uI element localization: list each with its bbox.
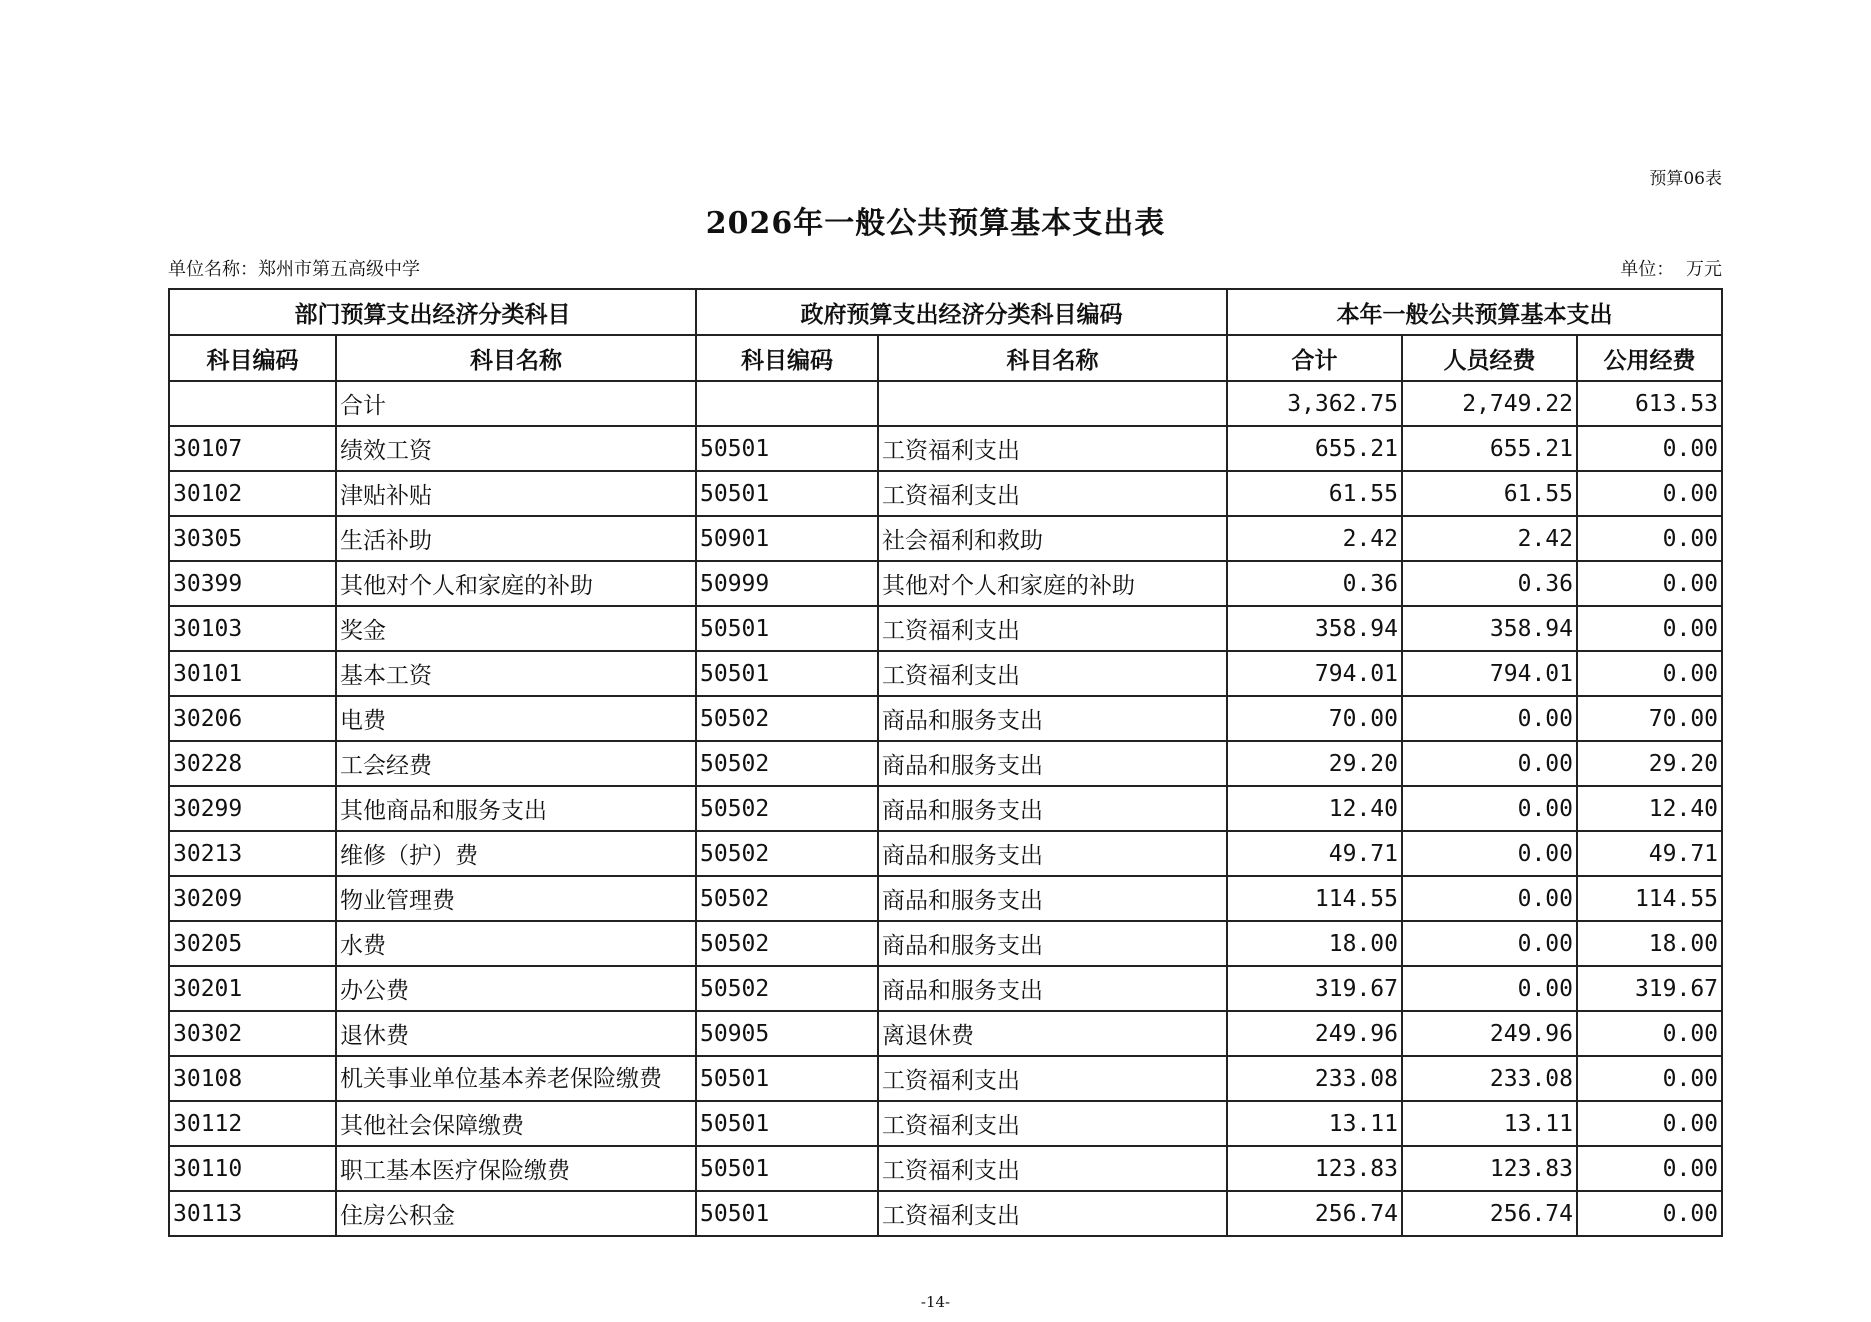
table-row [169, 1146, 1722, 1191]
cell-public: 0.00 [1577, 471, 1722, 516]
cell-personnel: 249.96 [1402, 1011, 1577, 1056]
cell-total: 12.40 [1227, 786, 1402, 831]
cell-dept-name: 住房公积金 [336, 1191, 696, 1236]
cell-dept-code: 30101 [169, 651, 336, 696]
cell-gov-code: 50905 [696, 1011, 878, 1056]
cell-public: 0.00 [1577, 426, 1722, 471]
group-header-basic: 本年一般公共预算基本支出 [1227, 289, 1722, 335]
cell-public: 18.00 [1577, 921, 1722, 966]
table-body [169, 381, 1722, 1236]
cell-gov-code: 50501 [696, 1146, 878, 1191]
cell-personnel: 0.00 [1402, 786, 1577, 831]
cell-total: 61.55 [1227, 471, 1402, 516]
cell-dept-code: 30302 [169, 1011, 336, 1056]
cell-dept-code: 30112 [169, 1101, 336, 1146]
cell-total: 319.67 [1227, 966, 1402, 1011]
cell-public: 29.20 [1577, 741, 1722, 786]
total-row [169, 381, 1722, 426]
cell-personnel: 358.94 [1402, 606, 1577, 651]
cell-public: 0.00 [1577, 1191, 1722, 1236]
cell-dept-code: 30107 [169, 426, 336, 471]
table-row [169, 561, 1722, 606]
cell-total: 13.11 [1227, 1101, 1402, 1146]
column-header-dept-code: 科目编码 [169, 335, 336, 381]
table-row [169, 1056, 1722, 1101]
cell-public: 0.00 [1577, 1146, 1722, 1191]
cell-dept-name: 工会经费 [336, 741, 696, 786]
cell-personnel: 123.83 [1402, 1146, 1577, 1191]
cell-public: 0.00 [1577, 516, 1722, 561]
table-number: 预算06表 [1649, 169, 1722, 189]
cell-personnel: 794.01 [1402, 651, 1577, 696]
total-row-label: 合计 [336, 381, 696, 426]
cell-gov-name: 工资福利支出 [878, 1146, 1227, 1191]
cell-public: 0.00 [1577, 1011, 1722, 1056]
cell-total: 123.83 [1227, 1146, 1402, 1191]
cell-dept-code: 30206 [169, 696, 336, 741]
cell-dept-code: 30205 [169, 921, 336, 966]
cell-gov-code: 50502 [696, 741, 878, 786]
total-row-personnel: 2,749.22 [1402, 381, 1577, 426]
cell-gov-name: 工资福利支出 [878, 1056, 1227, 1101]
cell-total: 249.96 [1227, 1011, 1402, 1056]
cell-public: 70.00 [1577, 696, 1722, 741]
cell-personnel: 233.08 [1402, 1056, 1577, 1101]
table-row [169, 831, 1722, 876]
cell-gov-name: 商品和服务支出 [878, 921, 1227, 966]
table-row [169, 651, 1722, 696]
cell-personnel: 0.00 [1402, 831, 1577, 876]
total-row-gov-code [696, 381, 878, 426]
total-row-public: 613.53 [1577, 381, 1722, 426]
column-header-gov-code: 科目编码 [696, 335, 878, 381]
column-header-dept-name: 科目名称 [336, 335, 696, 381]
cell-dept-name: 办公费 [336, 966, 696, 1011]
cell-gov-code: 50502 [696, 921, 878, 966]
cell-dept-name: 电费 [336, 696, 696, 741]
cell-dept-code: 30110 [169, 1146, 336, 1191]
cell-gov-code: 50502 [696, 696, 878, 741]
cell-total: 655.21 [1227, 426, 1402, 471]
cell-dept-code: 30103 [169, 606, 336, 651]
cell-personnel: 0.00 [1402, 921, 1577, 966]
cell-gov-name: 工资福利支出 [878, 1101, 1227, 1146]
cell-gov-code: 50501 [696, 471, 878, 516]
cell-personnel: 0.00 [1402, 741, 1577, 786]
page-title: 2026年一般公共预算基本支出表 [705, 206, 1166, 241]
group-header-dept: 部门预算支出经济分类科目 [169, 289, 696, 335]
cell-dept-code: 30399 [169, 561, 336, 606]
cell-dept-name: 绩效工资 [336, 426, 696, 471]
table-row [169, 696, 1722, 741]
cell-personnel: 0.00 [1402, 966, 1577, 1011]
cell-total: 18.00 [1227, 921, 1402, 966]
cell-total: 256.74 [1227, 1191, 1402, 1236]
cell-gov-code: 50999 [696, 561, 878, 606]
cell-gov-name: 商品和服务支出 [878, 876, 1227, 921]
cell-public: 0.00 [1577, 651, 1722, 696]
cell-personnel: 13.11 [1402, 1101, 1577, 1146]
cell-dept-name: 维修（护）费 [336, 831, 696, 876]
table-row [169, 1101, 1722, 1146]
cell-dept-code: 30299 [169, 786, 336, 831]
cell-gov-name: 工资福利支出 [878, 471, 1227, 516]
cell-total: 29.20 [1227, 741, 1402, 786]
cell-total: 70.00 [1227, 696, 1402, 741]
currency-unit: 单位： 万元 [1620, 259, 1722, 280]
cell-dept-name: 奖金 [336, 606, 696, 651]
cell-public: 0.00 [1577, 606, 1722, 651]
cell-dept-code: 30201 [169, 966, 336, 1011]
column-header-personnel: 人员经费 [1402, 335, 1577, 381]
cell-dept-code: 30228 [169, 741, 336, 786]
table-row [169, 1191, 1722, 1236]
cell-gov-name: 商品和服务支出 [878, 696, 1227, 741]
cell-gov-code: 50501 [696, 1191, 878, 1236]
total-row-total: 3,362.75 [1227, 381, 1402, 426]
table-row [169, 471, 1722, 516]
cell-gov-code: 50502 [696, 831, 878, 876]
cell-dept-name: 其他对个人和家庭的补助 [336, 561, 696, 606]
cell-personnel: 256.74 [1402, 1191, 1577, 1236]
cell-personnel: 0.00 [1402, 696, 1577, 741]
cell-gov-code: 50502 [696, 786, 878, 831]
table-row [169, 426, 1722, 471]
column-header-total: 合计 [1227, 335, 1402, 381]
cell-personnel: 655.21 [1402, 426, 1577, 471]
budget-table [168, 288, 1723, 1237]
cell-public: 0.00 [1577, 561, 1722, 606]
cell-gov-code: 50502 [696, 876, 878, 921]
column-header-gov-name: 科目名称 [878, 335, 1227, 381]
cell-public: 0.00 [1577, 1056, 1722, 1101]
cell-personnel: 61.55 [1402, 471, 1577, 516]
cell-dept-name: 其他商品和服务支出 [336, 786, 696, 831]
cell-personnel: 0.36 [1402, 561, 1577, 606]
cell-dept-name: 物业管理费 [336, 876, 696, 921]
cell-dept-name: 机关事业单位基本养老保险缴费 [336, 1056, 696, 1101]
cell-gov-name: 工资福利支出 [878, 606, 1227, 651]
cell-gov-name: 工资福利支出 [878, 651, 1227, 696]
cell-gov-code: 50501 [696, 1056, 878, 1101]
cell-dept-name: 职工基本医疗保险缴费 [336, 1146, 696, 1191]
cell-total: 49.71 [1227, 831, 1402, 876]
cell-total: 2.42 [1227, 516, 1402, 561]
table-row [169, 966, 1722, 1011]
table-row [169, 921, 1722, 966]
cell-total: 233.08 [1227, 1056, 1402, 1101]
cell-total: 794.01 [1227, 651, 1402, 696]
cell-gov-code: 50501 [696, 426, 878, 471]
table-row [169, 741, 1722, 786]
cell-dept-code: 30102 [169, 471, 336, 516]
group-header-gov: 政府预算支出经济分类科目编码 [696, 289, 1227, 335]
cell-gov-name: 工资福利支出 [878, 426, 1227, 471]
cell-dept-code: 30108 [169, 1056, 336, 1101]
table-row [169, 786, 1722, 831]
table-row [169, 516, 1722, 561]
cell-gov-name: 商品和服务支出 [878, 831, 1227, 876]
cell-public: 12.40 [1577, 786, 1722, 831]
cell-personnel: 0.00 [1402, 876, 1577, 921]
cell-gov-name: 离退休费 [878, 1011, 1227, 1056]
cell-dept-name: 基本工资 [336, 651, 696, 696]
cell-public: 49.71 [1577, 831, 1722, 876]
cell-gov-name: 商品和服务支出 [878, 786, 1227, 831]
cell-personnel: 2.42 [1402, 516, 1577, 561]
cell-gov-name: 其他对个人和家庭的补助 [878, 561, 1227, 606]
cell-gov-code: 50501 [696, 1101, 878, 1146]
cell-dept-code: 30113 [169, 1191, 336, 1236]
cell-public: 114.55 [1577, 876, 1722, 921]
cell-dept-name: 退休费 [336, 1011, 696, 1056]
cell-gov-code: 50901 [696, 516, 878, 561]
cell-dept-name: 生活补助 [336, 516, 696, 561]
cell-gov-code: 50502 [696, 966, 878, 1011]
table-row [169, 876, 1722, 921]
cell-gov-code: 50501 [696, 606, 878, 651]
column-header-public: 公用经费 [1577, 335, 1722, 381]
cell-total: 358.94 [1227, 606, 1402, 651]
cell-public: 0.00 [1577, 1101, 1722, 1146]
cell-gov-name: 社会福利和救助 [878, 516, 1227, 561]
table-row [169, 606, 1722, 651]
cell-gov-name: 商品和服务支出 [878, 966, 1227, 1011]
cell-gov-code: 50501 [696, 651, 878, 696]
group-header-row [169, 289, 1722, 335]
column-header-row [169, 335, 1722, 381]
cell-total: 0.36 [1227, 561, 1402, 606]
cell-total: 114.55 [1227, 876, 1402, 921]
cell-dept-code: 30213 [169, 831, 336, 876]
cell-dept-name: 津贴补贴 [336, 471, 696, 516]
cell-dept-code: 30209 [169, 876, 336, 921]
table-row [169, 1011, 1722, 1056]
total-row-gov-name [878, 381, 1227, 426]
cell-dept-name: 其他社会保障缴费 [336, 1101, 696, 1146]
total-row-code [169, 381, 336, 426]
page-number: -14- [920, 1293, 951, 1311]
cell-dept-code: 30305 [169, 516, 336, 561]
cell-gov-name: 商品和服务支出 [878, 741, 1227, 786]
cell-dept-name: 水费 [336, 921, 696, 966]
cell-public: 319.67 [1577, 966, 1722, 1011]
unit-name: 单位名称：郑州市第五高级中学 [168, 259, 420, 280]
cell-gov-name: 工资福利支出 [878, 1191, 1227, 1236]
